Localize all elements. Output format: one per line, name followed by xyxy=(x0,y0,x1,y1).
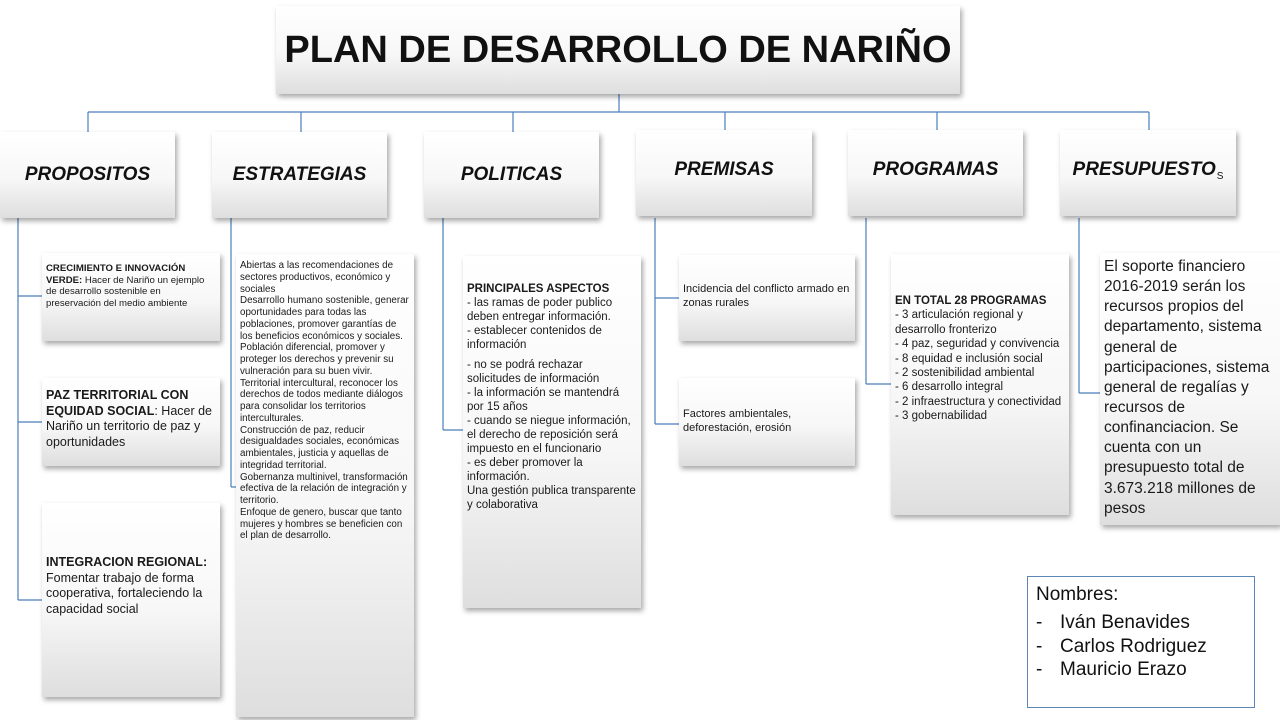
programas-item: - 6 desarrollo integral xyxy=(895,381,1004,394)
politicas-item: - es deber promover la información. xyxy=(467,457,583,484)
politicas-detail xyxy=(463,256,641,608)
author-name: Iván Benavides xyxy=(1060,611,1190,633)
proposito-heading: INTEGRACION REGIONAL: xyxy=(46,555,208,569)
author-item: - Mauricio Erazo xyxy=(1036,659,1187,681)
category-propositos xyxy=(0,132,175,218)
authors-box xyxy=(1027,576,1255,708)
authors-list xyxy=(1036,611,1246,682)
politicas-item: Una gestión publica transparente y colaborativa xyxy=(467,485,636,512)
proposito-text: Hacer de Nariño un ejemplo de desarrollo sostenible en preservación del medio ambiente xyxy=(46,274,205,310)
programas-item: - 8 equidad e inclusión social xyxy=(895,352,1043,365)
category-programas-label: PROGRAMAS xyxy=(872,159,999,180)
category-estrategias xyxy=(212,132,387,218)
diagram-title: PLAN DE DESARROLLO DE NARIÑO xyxy=(276,6,960,94)
politicas-item: - establecer contenidos de información xyxy=(467,325,602,352)
category-programas xyxy=(848,130,1023,216)
presupuesto-detail: El soporte financiero 2016-2019 serán los recursos propios del departamento, sistema general de participaciones, sistema general de regalías y recursos de confinanciacion. Se cuenta con un presupuesto total de 3.673.218 millones de pesos xyxy=(1100,253,1280,525)
proposito-text: Fomentar trabajo de forma cooperativa, fortaleciendo la capacidad social xyxy=(46,570,203,616)
politicas-item: - cuando se niegue información, el derecho de reposición será impuesto en el funcionario xyxy=(467,415,631,456)
politicas-item: - la información se mantendrá por 15 años xyxy=(467,387,620,414)
politicas-heading: PRINCIPALES ASPECTOS xyxy=(467,283,610,295)
politicas-item: - las ramas de poder publico deben entregar información. xyxy=(467,297,613,324)
programas-item: - 3 articulación regional y desarrollo fronterizo xyxy=(895,309,1023,336)
proposito-paz xyxy=(42,378,220,466)
proposito-heading: CRECIMIENTO E INNOVACIÓN VERDE: xyxy=(46,263,186,286)
author-name: Carlos Rodriguez xyxy=(1060,635,1207,657)
estrategias-detail: Abiertas a las recomendaciones de sectores productivos, económico y sociales Desarrollo humano sostenible, generar oportunidades para todas las poblaciones, promover garantías de los beneficios económicos y sociales. Población diferencial, promover y proteger los derechos y prevenir su vulneración para su buen vivir. Territorial intercultural, reconocer los derechos de todos mediante diálogos para consolidar los territorios interculturales. Construcción de paz, reducir desigualdades sociales, económicas ambientales, justicia y aquellas de integridad territorial. Gobernanza multinivel, transformación efectiva de la relación de integración y territorio. Enfoque de genero, buscar que tanto mujeres y hombres se beneficien con el plan de desarrollo. xyxy=(236,254,414,717)
proposito-text: : Hacer de Nariño un territorio de paz y oportunidades xyxy=(46,403,213,449)
programas-item: - 4 paz, seguridad y convivencia xyxy=(895,338,1060,351)
author-item: - Iván Benavides xyxy=(1036,611,1190,633)
proposito-heading: PAZ TERRITORIAL CON EQUIDAD SOCIAL xyxy=(46,388,189,418)
category-presupuesto-suffix: S xyxy=(1216,170,1224,182)
category-estrategias-label: ESTRATEGIAS xyxy=(232,164,367,185)
programas-item: - 3 gobernabilidad xyxy=(895,410,988,422)
programas-item: - 2 sostenibilidad ambiental xyxy=(895,366,1035,379)
category-premisas-label: PREMISAS xyxy=(674,159,774,180)
category-presupuesto-label: PRESUPUESTO xyxy=(1072,159,1216,180)
category-politicas xyxy=(424,132,599,218)
category-premisas xyxy=(636,130,812,216)
author-item: - Carlos Rodriguez xyxy=(1036,635,1207,657)
category-politicas-label: POLITICAS xyxy=(460,164,563,185)
category-presupuesto xyxy=(1060,130,1236,216)
programas-detail xyxy=(891,254,1069,515)
politicas-item: - no se podrá rechazar solicitudes de información xyxy=(467,359,600,386)
proposito-crecimiento xyxy=(42,253,220,341)
premisa-ambientales: Factores ambientales, deforestación, erosión xyxy=(679,378,855,466)
category-propositos-label: PROPOSITOS xyxy=(24,164,151,185)
programas-item: - 2 infraestructura y conectividad xyxy=(895,395,1062,408)
programas-heading: EN TOTAL 28 PROGRAMAS xyxy=(895,295,1047,307)
premisa-conflicto: Incidencia del conflicto armado en zonas rurales xyxy=(679,255,855,341)
proposito-integracion xyxy=(42,503,220,697)
author-name: Mauricio Erazo xyxy=(1060,659,1187,681)
authors-title: Nombres: xyxy=(1036,584,1119,605)
